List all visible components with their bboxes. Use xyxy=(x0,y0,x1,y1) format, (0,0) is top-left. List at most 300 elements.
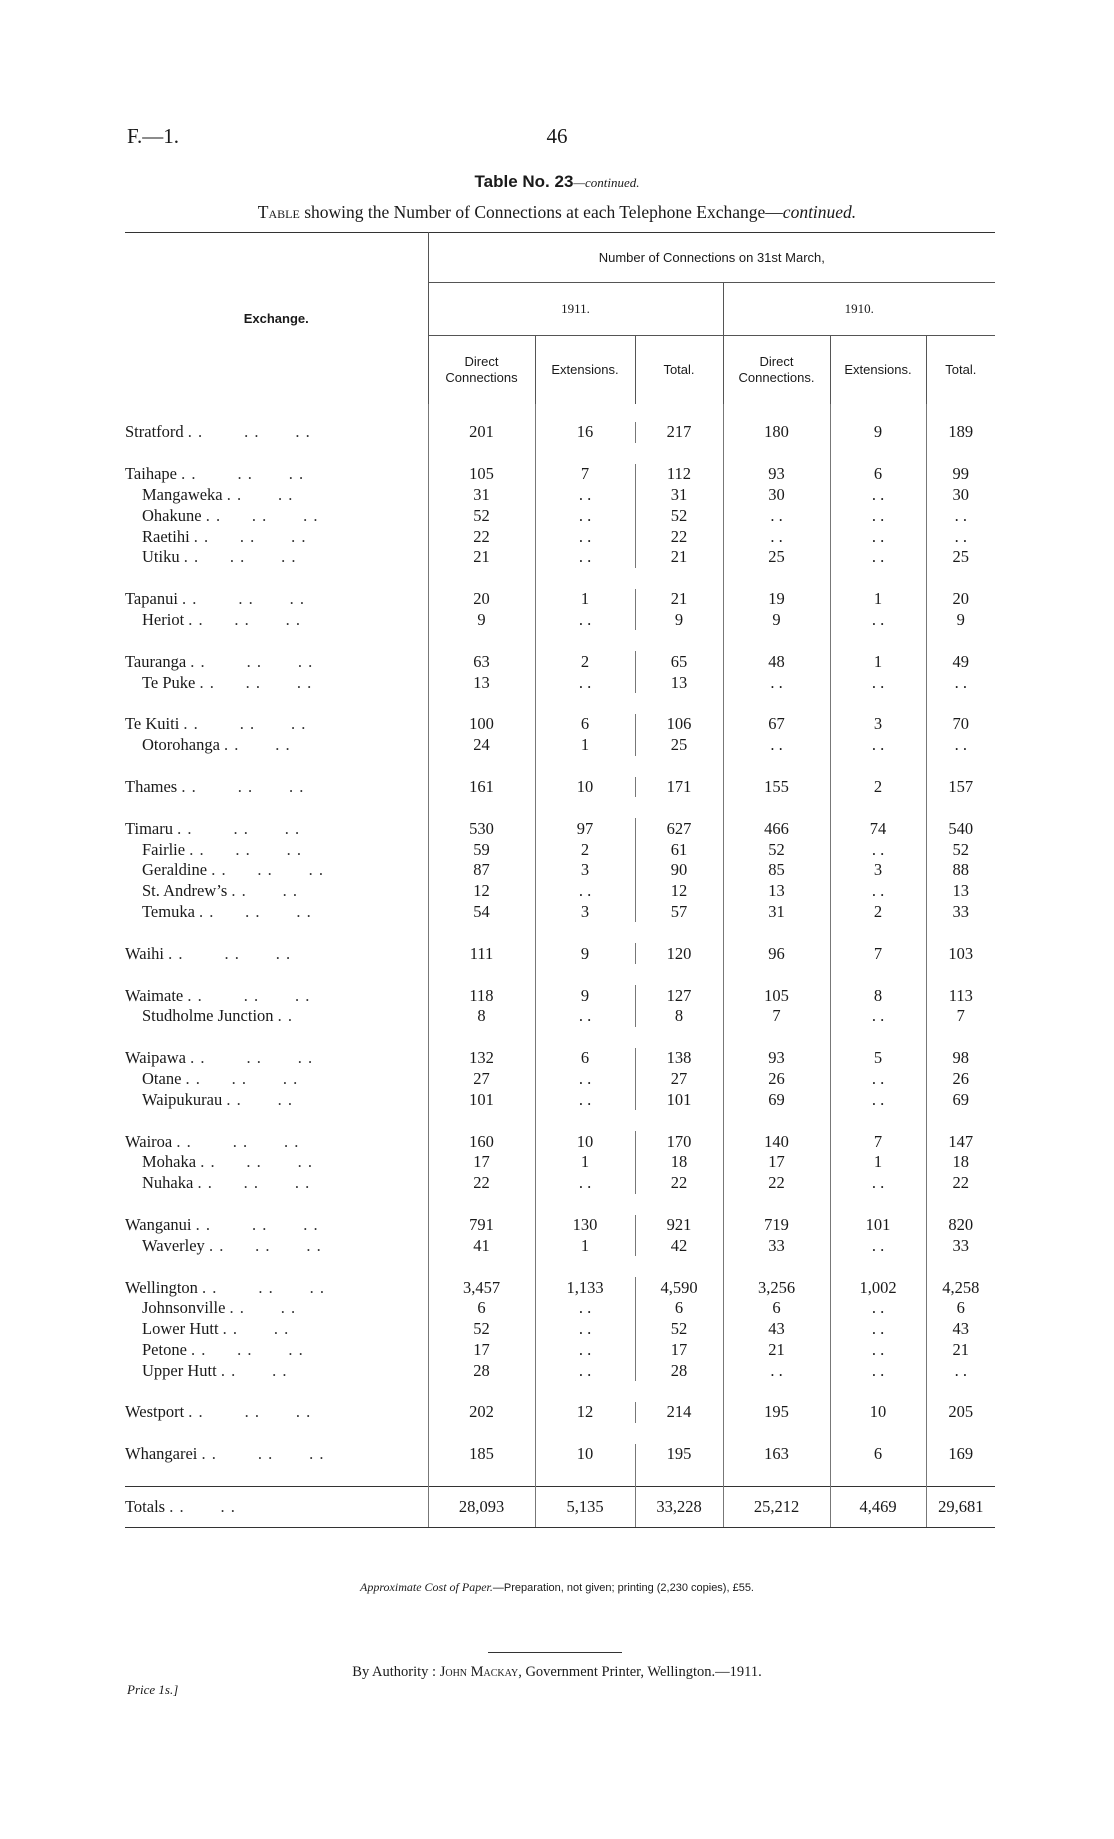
exchange-cell xyxy=(125,1069,428,1090)
cell-extensions-1910: 1 xyxy=(830,1152,926,1173)
exchange-cell xyxy=(125,464,428,485)
table-row xyxy=(125,1444,995,1465)
spacer-cell xyxy=(125,797,428,818)
exchange-cell xyxy=(125,1402,428,1423)
totals-row xyxy=(125,1486,995,1527)
exchange-name: Thames xyxy=(125,776,178,796)
spacer-cell xyxy=(428,568,535,589)
exchange-cell xyxy=(125,1131,428,1152)
exchange-name: Temuka xyxy=(142,901,195,921)
leader-dots: . . . . xyxy=(231,881,299,901)
cell-extensions-1911: . . xyxy=(535,1360,635,1381)
leader-dots: . . . . . . xyxy=(182,589,306,609)
cell-total-1910: . . xyxy=(926,1360,995,1381)
leader-dots: . . xyxy=(277,1006,294,1026)
cell-direct-1910: . . xyxy=(723,505,830,526)
table-subtitle-main: showing the Number of Connections at each Telephone Exchange— xyxy=(299,202,783,222)
exchange-name: Stratford xyxy=(125,422,184,442)
leader-dots: . . . . . . xyxy=(190,651,314,671)
cell-direct-1910: 21 xyxy=(723,1340,830,1361)
cell-extensions-1910: 5 xyxy=(830,1048,926,1069)
price-note: Price 1s.] xyxy=(127,1682,179,1697)
exchange-cell xyxy=(125,714,428,735)
group-spacer xyxy=(125,630,995,651)
spacer-cell xyxy=(723,1423,830,1444)
exchange-cell xyxy=(125,1319,428,1340)
table-row xyxy=(125,610,995,631)
exchange-cell xyxy=(125,777,428,798)
cell-total-1910: 540 xyxy=(926,818,995,839)
cell-extensions-1910: . . xyxy=(830,1173,926,1194)
cell-direct-1911: 59 xyxy=(428,839,535,860)
cell-extensions-1910: . . xyxy=(830,1006,926,1027)
spacer-cell xyxy=(535,404,635,422)
table-row xyxy=(125,1319,995,1340)
cell-total-1910: 157 xyxy=(926,777,995,798)
cell-total-1911: 22 xyxy=(635,1173,723,1194)
spacer-cell xyxy=(125,922,428,943)
spacer-cell xyxy=(125,443,428,464)
cell-total-1910: 69 xyxy=(926,1089,995,1110)
cell-extensions-1910: 7 xyxy=(830,1131,926,1152)
table-row xyxy=(125,860,995,881)
spacer-cell xyxy=(723,797,830,818)
spacer-cell xyxy=(428,1256,535,1277)
cell-total-1910: 99 xyxy=(926,464,995,485)
cell-extensions-1911: . . xyxy=(535,1006,635,1027)
exchange-name: Tauranga xyxy=(125,651,187,671)
cell-extensions-1911: 3 xyxy=(535,860,635,881)
spacer-cell xyxy=(723,1027,830,1048)
cell-extensions-1911: 1,133 xyxy=(535,1277,635,1298)
header-total-1911: Total. xyxy=(635,336,723,405)
exchange-name: Timaru xyxy=(125,818,173,838)
cell-extensions-1910: 9 xyxy=(830,422,926,443)
cost-note xyxy=(0,1580,1114,1595)
spacer-cell xyxy=(535,1110,635,1131)
table-subtitle-lead: Table xyxy=(257,202,300,222)
cell-direct-1911: 31 xyxy=(428,485,535,506)
cell-extensions-1911: 97 xyxy=(535,818,635,839)
cell-total-1910: 169 xyxy=(926,1444,995,1465)
spacer-cell xyxy=(830,1256,926,1277)
exchange-cell xyxy=(125,1235,428,1256)
spacer-cell xyxy=(723,404,830,422)
cell-total-1911: 6 xyxy=(635,1298,723,1319)
table-row xyxy=(125,1340,995,1361)
spacer-cell xyxy=(723,693,830,714)
cell-total-1911: 22 xyxy=(635,526,723,547)
spacer-cell xyxy=(926,1423,995,1444)
spacer-cell xyxy=(830,1465,926,1487)
spacer-cell xyxy=(830,756,926,777)
cell-extensions-1910: 1,002 xyxy=(830,1277,926,1298)
cell-direct-1911: 105 xyxy=(428,464,535,485)
cell-total-1911: 65 xyxy=(635,651,723,672)
exchange-name: Geraldine xyxy=(142,860,208,880)
spacer-cell xyxy=(926,1256,995,1277)
exchange-cell xyxy=(125,422,428,443)
spacer-cell xyxy=(535,630,635,651)
cell-direct-1910: 96 xyxy=(723,943,830,964)
exchange-name: Mangaweka xyxy=(142,484,223,504)
cell-direct-1911: 17 xyxy=(428,1340,535,1361)
cell-direct-1910: 180 xyxy=(723,422,830,443)
cell-extensions-1910: . . xyxy=(830,1089,926,1110)
cell-total-1910: 18 xyxy=(926,1152,995,1173)
cell-total-1910: 9 xyxy=(926,610,995,631)
cell-direct-1911: 24 xyxy=(428,735,535,756)
leader-dots: . . . . . . xyxy=(189,839,302,859)
exchange-cell xyxy=(125,547,428,568)
total-extensions-1910: 4,469 xyxy=(830,1486,926,1527)
cell-total-1910: 88 xyxy=(926,860,995,881)
cell-total-1911: 214 xyxy=(635,1402,723,1423)
table-row xyxy=(125,1402,995,1423)
spacer-cell xyxy=(723,630,830,651)
table-row xyxy=(125,1152,995,1173)
cell-direct-1911: 118 xyxy=(428,985,535,1006)
cell-direct-1911: 201 xyxy=(428,422,535,443)
spacer-cell xyxy=(635,568,723,589)
cell-direct-1910: 105 xyxy=(723,985,830,1006)
cell-direct-1910: 155 xyxy=(723,777,830,798)
cell-direct-1910: 3,256 xyxy=(723,1277,830,1298)
cell-extensions-1910: . . xyxy=(830,610,926,631)
cell-total-1911: 52 xyxy=(635,1319,723,1340)
cell-total-1911: 21 xyxy=(635,547,723,568)
spacer-cell xyxy=(926,1110,995,1131)
cell-total-1910: 103 xyxy=(926,943,995,964)
cell-direct-1911: 132 xyxy=(428,1048,535,1069)
spacer-cell xyxy=(830,922,926,943)
table-row xyxy=(125,1235,995,1256)
cell-extensions-1910: 6 xyxy=(830,1444,926,1465)
header-group: Number of Connections on 31st March, xyxy=(428,232,995,283)
cell-direct-1910: 13 xyxy=(723,881,830,902)
table-row xyxy=(125,464,995,485)
table-row xyxy=(125,1069,995,1090)
cell-direct-1910: 31 xyxy=(723,902,830,923)
exchange-cell xyxy=(125,1173,428,1194)
cell-direct-1911: 791 xyxy=(428,1215,535,1236)
table-title-main: Table No. 23 xyxy=(474,172,574,191)
table-row xyxy=(125,485,995,506)
group-spacer xyxy=(125,797,995,818)
spacer-cell xyxy=(535,922,635,943)
exchange-name: Wanganui xyxy=(125,1214,192,1234)
exchange-cell xyxy=(125,485,428,506)
spacer-cell xyxy=(125,756,428,777)
table-row xyxy=(125,881,995,902)
spacer-cell xyxy=(635,1465,723,1487)
table-row xyxy=(125,714,995,735)
table-row xyxy=(125,1089,995,1110)
cell-total-1911: 17 xyxy=(635,1340,723,1361)
exchange-name: Upper Hutt xyxy=(142,1360,217,1380)
exchange-name: Waipukurau xyxy=(142,1089,223,1109)
cell-direct-1910: . . xyxy=(723,1360,830,1381)
spacer-cell xyxy=(428,1465,535,1487)
cell-extensions-1911: 10 xyxy=(535,1131,635,1152)
cell-extensions-1911: 7 xyxy=(535,464,635,485)
cell-total-1911: 171 xyxy=(635,777,723,798)
cell-extensions-1910: 3 xyxy=(830,860,926,881)
group-spacer xyxy=(125,1110,995,1131)
spacer-cell xyxy=(535,693,635,714)
exchange-cell xyxy=(125,735,428,756)
cell-total-1911: 57 xyxy=(635,902,723,923)
cell-total-1910: 43 xyxy=(926,1319,995,1340)
spacer-cell xyxy=(830,443,926,464)
spacer-cell xyxy=(635,630,723,651)
cell-extensions-1910: 2 xyxy=(830,777,926,798)
cell-extensions-1911: . . xyxy=(535,610,635,631)
header-year-1910: 1910. xyxy=(723,283,995,336)
leader-dots: . . . . . . xyxy=(183,547,297,567)
header-total-1910: Total. xyxy=(926,336,995,405)
cell-extensions-1911: 12 xyxy=(535,1402,635,1423)
totals-label: Totals xyxy=(125,1496,166,1516)
exchange-name: Otorohanga xyxy=(142,735,220,755)
cell-direct-1910: 140 xyxy=(723,1131,830,1152)
exchange-name: Waihi xyxy=(125,943,164,963)
leader-dots: . . . . . . xyxy=(200,1152,313,1172)
header-exchange: Exchange. xyxy=(243,310,309,326)
spacer-cell xyxy=(428,1381,535,1402)
cell-direct-1911: 13 xyxy=(428,672,535,693)
spacer-cell xyxy=(428,693,535,714)
cell-direct-1910: 19 xyxy=(723,589,830,610)
cell-total-1911: 28 xyxy=(635,1360,723,1381)
cell-total-1911: 4,590 xyxy=(635,1277,723,1298)
leader-dots: . . . . xyxy=(169,1496,236,1516)
table-body xyxy=(125,404,995,1527)
spacer-cell xyxy=(125,1465,428,1487)
cell-extensions-1911: . . xyxy=(535,1089,635,1110)
spacer-cell xyxy=(535,1465,635,1487)
cell-total-1911: 52 xyxy=(635,505,723,526)
cell-extensions-1911: . . xyxy=(535,1319,635,1340)
spacer-cell xyxy=(926,922,995,943)
exchange-cell xyxy=(125,818,428,839)
exchange-cell xyxy=(125,1006,428,1027)
cell-total-1910: 30 xyxy=(926,485,995,506)
exchange-name: Waverley xyxy=(142,1235,205,1255)
group-spacer xyxy=(125,1381,995,1402)
cell-total-1910: 6 xyxy=(926,1298,995,1319)
cell-total-1911: 921 xyxy=(635,1215,723,1236)
cell-extensions-1910: 10 xyxy=(830,1402,926,1423)
group-spacer xyxy=(125,568,995,589)
cell-total-1911: 138 xyxy=(635,1048,723,1069)
leader-dots: . . . . . . xyxy=(188,1402,312,1422)
cell-direct-1910: 48 xyxy=(723,651,830,672)
cell-total-1910: 49 xyxy=(926,651,995,672)
exchange-name: Tapanui xyxy=(125,589,178,609)
spacer-cell xyxy=(830,964,926,985)
exchange-name: Whangarei xyxy=(125,1444,198,1464)
spacer-cell xyxy=(723,1110,830,1131)
leader-dots: . . . . . . xyxy=(187,422,311,442)
exchange-name: Westport xyxy=(125,1402,185,1422)
cell-direct-1911: 17 xyxy=(428,1152,535,1173)
leader-dots: . . . . . . xyxy=(193,526,307,546)
exchange-cell xyxy=(125,610,428,631)
header-extensions-1911: Extensions. xyxy=(535,336,635,405)
spacer-cell xyxy=(830,1027,926,1048)
table-row xyxy=(125,902,995,923)
spacer-cell xyxy=(635,693,723,714)
total-extensions-1911: 5,135 xyxy=(535,1486,635,1527)
header-extensions-1910: Extensions. xyxy=(830,336,926,405)
cost-note-label: Approximate Cost of Paper. xyxy=(360,1580,493,1594)
cell-direct-1910: 52 xyxy=(723,839,830,860)
exchange-name: Mohaka xyxy=(142,1152,197,1172)
total-direct-1910: 25,212 xyxy=(723,1486,830,1527)
header-direct-1910: Direct Connections. xyxy=(723,336,830,405)
leader-dots: . . . . xyxy=(226,484,294,504)
spacer-cell xyxy=(723,1256,830,1277)
cell-direct-1911: 12 xyxy=(428,881,535,902)
cell-direct-1911: 21 xyxy=(428,547,535,568)
cell-extensions-1911: 10 xyxy=(535,777,635,798)
cell-total-1911: 21 xyxy=(635,589,723,610)
table-row xyxy=(125,1298,995,1319)
cell-total-1910: 70 xyxy=(926,714,995,735)
spacer-cell xyxy=(926,1194,995,1215)
authority-line xyxy=(0,1664,1114,1681)
cell-total-1911: 27 xyxy=(635,1069,723,1090)
cell-extensions-1910: . . xyxy=(830,1340,926,1361)
table-row xyxy=(125,735,995,756)
spacer-cell xyxy=(723,1465,830,1487)
group-spacer xyxy=(125,1256,995,1277)
cell-extensions-1911: 10 xyxy=(535,1444,635,1465)
cell-extensions-1911: . . xyxy=(535,485,635,506)
spacer-cell xyxy=(125,1194,428,1215)
cell-total-1910: 20 xyxy=(926,589,995,610)
exchange-name: Nuhaka xyxy=(142,1173,194,1193)
exchange-cell xyxy=(125,1340,428,1361)
spacer-cell xyxy=(125,1027,428,1048)
cell-total-1910: 113 xyxy=(926,985,995,1006)
spacer-cell xyxy=(125,693,428,714)
cell-direct-1911: 87 xyxy=(428,860,535,881)
cell-extensions-1910: . . xyxy=(830,839,926,860)
cell-extensions-1911: 3 xyxy=(535,902,635,923)
cell-direct-1911: 9 xyxy=(428,610,535,631)
cell-direct-1910: 69 xyxy=(723,1089,830,1110)
spacer-cell xyxy=(535,797,635,818)
leader-dots: . . . . . . xyxy=(205,505,319,525)
spacer-cell xyxy=(830,1381,926,1402)
exchange-name: Utiku xyxy=(142,547,180,567)
leader-dots: . . . . . . xyxy=(202,1277,326,1297)
cell-extensions-1911: 1 xyxy=(535,1235,635,1256)
cell-direct-1910: 17 xyxy=(723,1152,830,1173)
cell-extensions-1911: . . xyxy=(535,505,635,526)
cell-direct-1910: 22 xyxy=(723,1173,830,1194)
cell-extensions-1910: . . xyxy=(830,672,926,693)
cell-extensions-1911: 1 xyxy=(535,589,635,610)
authority-lead: By Authority : xyxy=(352,1664,440,1680)
cell-direct-1910: . . xyxy=(723,735,830,756)
leader-dots: . . . . . . xyxy=(188,609,302,629)
table-row xyxy=(125,943,995,964)
cell-direct-1911: 20 xyxy=(428,589,535,610)
cell-extensions-1911: 9 xyxy=(535,943,635,964)
spacer-cell xyxy=(926,964,995,985)
spacer-cell xyxy=(635,922,723,943)
cell-extensions-1911: 6 xyxy=(535,1048,635,1069)
table-row xyxy=(125,1006,995,1027)
exchange-name: Taihape xyxy=(125,464,177,484)
leader-dots: . . . . . . xyxy=(185,1068,299,1088)
cell-total-1911: 627 xyxy=(635,818,723,839)
cell-extensions-1910: . . xyxy=(830,735,926,756)
cell-direct-1910: 43 xyxy=(723,1319,830,1340)
exchange-name: Petone xyxy=(142,1339,187,1359)
leader-dots: . . . . . . xyxy=(199,901,312,921)
cell-extensions-1911: . . xyxy=(535,1298,635,1319)
cell-extensions-1911: 6 xyxy=(535,714,635,735)
cell-total-1911: 120 xyxy=(635,943,723,964)
table-row xyxy=(125,818,995,839)
spacer-cell xyxy=(535,964,635,985)
cell-extensions-1910: . . xyxy=(830,1360,926,1381)
cell-extensions-1911: 9 xyxy=(535,985,635,1006)
cell-extensions-1911: . . xyxy=(535,672,635,693)
total-total-1910: 29,681 xyxy=(926,1486,995,1527)
table-row xyxy=(125,422,995,443)
exchange-cell xyxy=(125,1360,428,1381)
cell-total-1911: 101 xyxy=(635,1089,723,1110)
cell-direct-1911: 6 xyxy=(428,1298,535,1319)
cell-direct-1911: 100 xyxy=(428,714,535,735)
cell-extensions-1910: 1 xyxy=(830,589,926,610)
spacer-cell xyxy=(635,443,723,464)
cell-total-1911: 18 xyxy=(635,1152,723,1173)
spacer-cell xyxy=(926,443,995,464)
page-code: F.—1. xyxy=(127,124,179,148)
table-row xyxy=(125,777,995,798)
cell-direct-1911: 185 xyxy=(428,1444,535,1465)
exchange-cell xyxy=(125,943,428,964)
cell-extensions-1911: 16 xyxy=(535,422,635,443)
cell-direct-1910: 719 xyxy=(723,1215,830,1236)
cell-extensions-1911: . . xyxy=(535,1173,635,1194)
cell-extensions-1910: . . xyxy=(830,505,926,526)
table-row xyxy=(125,505,995,526)
leader-dots: . . . . xyxy=(222,1319,290,1339)
spacer-cell xyxy=(635,1256,723,1277)
group-spacer xyxy=(125,443,995,464)
cell-direct-1910: 195 xyxy=(723,1402,830,1423)
cell-extensions-1911: . . xyxy=(535,881,635,902)
cell-direct-1910: 30 xyxy=(723,485,830,506)
exchange-cell xyxy=(125,1089,428,1110)
spacer-cell xyxy=(125,1423,428,1444)
exchange-cell xyxy=(125,839,428,860)
spacer-cell xyxy=(428,630,535,651)
exchange-name: Wellington xyxy=(125,1277,198,1297)
cell-direct-1911: 52 xyxy=(428,505,535,526)
leader-dots: . . . . xyxy=(226,1089,293,1109)
exchange-name: Raetihi xyxy=(142,526,190,546)
group-spacer xyxy=(125,1027,995,1048)
spacer-cell xyxy=(428,922,535,943)
